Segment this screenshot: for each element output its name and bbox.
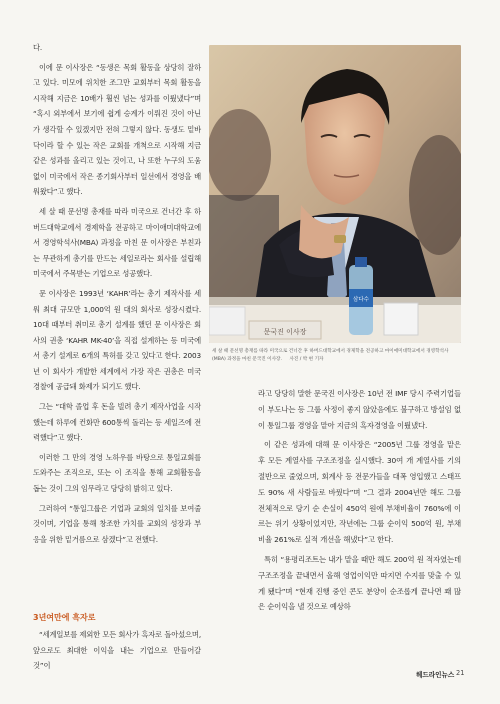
page-number: 21	[456, 669, 465, 677]
article-paragraph: 세 살 때 문선명 총재를 따라 미국으로 건너간 후 하버드대학교에서 경제학을 전공하고 마이애미대학교에서 경영학석사(MBA) 과정을 마친 문 이사장은 부친과는 무관하게 총기를 만드는 세일로라는 회사를 설립해 미국에서 주목받는 기업으로 성공했다.	[33, 206, 201, 279]
section-heading: 3년여만에 흑자로	[33, 613, 96, 622]
article-paragraph: 이러한 그 만의 경영 노하우를 바탕으로 통일교회를 도와주는 조직으로, 또는 이 조직을 통해 교회활동을 돕는 것이 그의 임무라고 당당히 밝히고 있다.	[33, 452, 201, 494]
caption-text: 세 살 때 문선명 총재를 따라 미국으로 건너간 후 하버드대학교에서 경제학을 전공하고 마이애미대학교에서 경영학석사(MBA) 과정을 마친 문국진 이사장.	[212, 349, 449, 362]
article-paragraph: 라고 당당히 말한 문국진 이사장은 10년 전 IMF 당시 주력기업들이 부도나는 등 그룹 사정이 좋지 않았음에도 불구하고 방설임 없이 통일그룹 경영을 맡아 지금의 흑자경영을 이뤘냈다.	[258, 389, 461, 430]
article-paragraph: 그러하여 “통일그룹은 기업과 교회의 일치를 보여줄 것이며, 기업을 통해 창조한 가치를 교회의 성장과 부응을 위한 밑거름으로 삼겠다”고 전했다.	[33, 503, 201, 544]
nameplate-text: 문국진 이사장	[263, 328, 307, 336]
portrait-photo	[209, 45, 461, 343]
article-paragraph: 이에 문 이사장은 “동생은 목회 활동을 상당히 잘하고 있다. 미모에 위치한 조그만 교회부터 목회 활동을 시작해 지금은 10배가 훨씬 넘는 성과를 이뤘냈다”며 “혹시 외부에서 보기에 쉽게 승계가 이뤄진 것이 아닌가 생각할 수 있겠지만 전혀 그렇지 않다. 동생도 밑바닥이라 할 수 있는 작은 교회를 개척으로 시작해 지금 같은 성과를 올리고 있는 것이고, 나 또한 누구의 도움 없이 미국에서 작은 종기회사부터 일선에서 경영을 배워왔다”고 했다.	[33, 62, 201, 197]
article-paragraph: 이 같은 성과에 대해 문 이사장은 “2005년 그룹 경영을 맡은 후 모든 계열사를 구조조정을 실시했다. 30여 개 계열사를 기의 절반으로 줄였으며, 회계사 등 전문가들을 대폭 영입했고 스태프도 90% 새 사람들로 바꿨다”며 “그 결과 2004년만 해도 그룹 전체적으로 당기 순 손실이 450억 원에 부채비율이 760%에 이르는 위기 상황이었지만, 작년에는 그룹 순이익 500억 원, 부채비율 261%로 실적 개선을 해냈다”고 한다.	[258, 440, 461, 545]
article-left-column	[33, 40, 201, 551]
article-paragraph: 문 이사장은 1993년 ‘KAHR’라는 총기 제작사를 세워 최대 규모만 1,000억 원 대의 회사로 성장시켰다. 10대 때부터 취미로 총기 설계를 했던 문 이사장은 회사의 권총 ‘KAHR MK-40’을 직접 설계하는 등 미국에서 총기 설계로 6개의 특허를 갖고 있다고 한다. 2003년 이 회사가 개발한 세계에서 가장 작은 권총은 미국 경찰에 공급돼 화제가 되기도 했다.	[33, 288, 201, 392]
article-paragraph: 특히 “용평리조트는 내가 맡을 때만 해도 200억 원 적자였는데 구조조정을 끝내면서 올해 영업이익만 따지면 수지를 맞출 수 있게 됐다”며 “현재 진행 중인 콘도 분양이 순조롭게 끝나면 꽤 많은 순이익을 낼 것으로 예상하	[258, 554, 461, 612]
bottle-label-text: 삼다수	[353, 297, 369, 303]
article-left-column-bottom	[33, 627, 201, 678]
magazine-name: 헤드라인뉴스	[416, 671, 455, 679]
photo-credit: 사진 / 박 현 기자	[289, 357, 324, 362]
photo-caption	[212, 348, 458, 364]
article-paragraph: “세계일보를 제외한 모든 회사가 흑자로 돌아섰으며, 앞으로도 최대한 이익을 내는 기업으로 만들어갈 것”이	[33, 630, 201, 671]
article-paragraph: 다.	[33, 43, 43, 52]
article-right-column	[258, 386, 461, 619]
article-paragraph: 그는 “대학 졸업 후 돈을 빌려 총기 제작사업을 시작했는데 하루에 컨화만 600통씩 돌리는 등 세일즈에 전력했다”고 했다.	[33, 402, 201, 443]
